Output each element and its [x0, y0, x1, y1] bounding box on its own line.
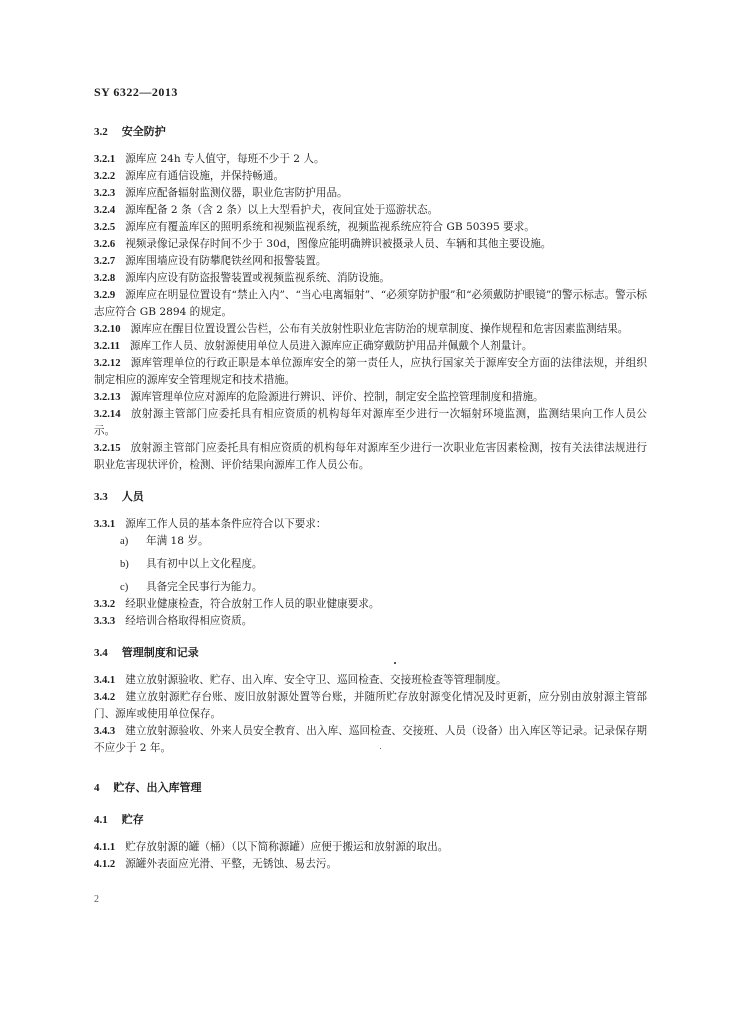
clause-3-2-11: 3.2.11 源库工作人员、放射源使用单位人员进入源库应正确穿戴防护用品并佩戴个人剂量计。: [94, 340, 533, 352]
section-heading-3-4: 3.4 管理制度和记录: [94, 646, 199, 659]
clause-3-2-7: 3.2.7 源库围墙应设有防攀爬铁丝网和报警装置。: [94, 255, 327, 267]
clause-3-2-15: 3.2.15 放射源主管部门应委托具有相应资质的机构每年对源库至少进行一次职业危害因素检测，按有关法律法规进行职业危害现状评价，检测、评价结果向源库工作人员公布。: [94, 442, 647, 471]
clause-3-4-2: 3.4.2 建立放射源贮存台账、废旧放射源处置等台账，并随所贮存放射源变化情况及时更新，应分别由放射源主管部门、源库或使用单位保存。: [94, 691, 647, 720]
clause-3-4-1: 3.4.1 建立放射源验收、贮存、出入库、安全守卫、巡回检查、交接班检查等管理制度。: [94, 674, 507, 686]
clause-3-2-3: 3.2.3 源库应配备辐射监测仪器，职业危害防护用品。: [94, 187, 348, 199]
section-heading-3-3: 3.3 人员: [94, 490, 144, 503]
standard-code: SY 6322—2013: [94, 85, 178, 99]
clause-3-2-2: 3.2.2 源库应有通信设施，并保持畅通。: [94, 170, 285, 182]
clause-4-1-1: 4.1.1 贮存放射源的罐（桶）（以下简称源罐）应便于搬运和放射源的取出。: [94, 841, 449, 853]
clause-3-4-3: 3.4.3 建立放射源验收、外来人员安全教育、出入库、巡回检查、交接班、人员（设备）出入库区等记录。记录保存期不应少于 2 年。: [94, 725, 647, 754]
section-heading-4-1: 4.1 贮存: [94, 813, 144, 826]
clause-3-2-8: 3.2.8 源库内应设有防盗报警装置或视频监视系统、消防设施。: [94, 272, 391, 284]
clause-4-1-2: 4.1.2 源罐外表面应光滑、平整，无锈蚀、易去污。: [94, 858, 338, 870]
clause-3-2-14: 3.2.14 放射源主管部门应委托具有相应资质的机构每年对源库至少进行一次辐射环境监测，监测结果向工作人员公示。: [94, 408, 647, 437]
scan-speck: [380, 748, 381, 749]
clause-3-3-1: 3.3.1 源库工作人员的基本条件应符合以下要求：: [94, 518, 327, 530]
document-body: [94, 113, 647, 873]
list-item: c) 具备完全民事行为能力。: [120, 581, 263, 593]
clause-3-2-10: 3.2.10 源库应在醒目位置设置公告栏，公布有关放射性职业危害防治的规章制度、操作规程和危害因素监测结果。: [94, 323, 629, 335]
clause-3-2-5: 3.2.5 源库应有覆盖库区的照明系统和视频监视系统，视频监视系统应符合 GB 50395 要求。: [94, 221, 535, 233]
clause-3-2-9: 3.2.9 源库应在明显位置设有“禁止入内”、“当心电离辐射”、“必须穿防护服”和“必须戴防护眼镜”的警示标志。警示标志应符合 GB 2894 的规定。: [94, 289, 647, 318]
list-item: b) 具有初中以上文化程度。: [120, 558, 263, 570]
clause-3-2-6: 3.2.6 视频录像记录保存时间不少于 30d，图像应能明确辨识被摄录人员、车辆和其他主要设施。: [94, 238, 552, 250]
clause-3-2-13: 3.2.13 源库管理单位应对源库的危险源进行辨识、评价、控制，制定安全监控管理制度和措施。: [94, 391, 544, 403]
clause-3-2-12: 3.2.12 源库管理单位的行政正职是本单位源库安全的第一责任人，应执行国家关于源库安全方面的法律法规，并组织制定相应的源库安全管理规定和技术措施。: [94, 357, 647, 386]
clause-3-3-2: 3.3.2 经职业健康检查，符合放射工作人员的职业健康要求。: [94, 598, 380, 610]
chapter-heading-4: 4 贮存、出入库管理: [94, 781, 202, 794]
section-heading-3-2: 3.2 安全防护: [94, 125, 166, 138]
clause-3-2-1: 3.2.1 源库应 24h 专人值守，每班不少于 2 人。: [94, 153, 325, 165]
list-item: a) 年满 18 岁。: [120, 535, 209, 547]
page-number: 2: [94, 894, 99, 905]
clause-3-2-4: 3.2.4 源库配备 2 条（含 2 条）以上大型看护犬，夜间宜处于巡游状态。: [94, 204, 439, 216]
clause-3-3-3: 3.3.3 经培训合格取得相应资质。: [94, 615, 253, 627]
scan-speck: [394, 662, 396, 664]
